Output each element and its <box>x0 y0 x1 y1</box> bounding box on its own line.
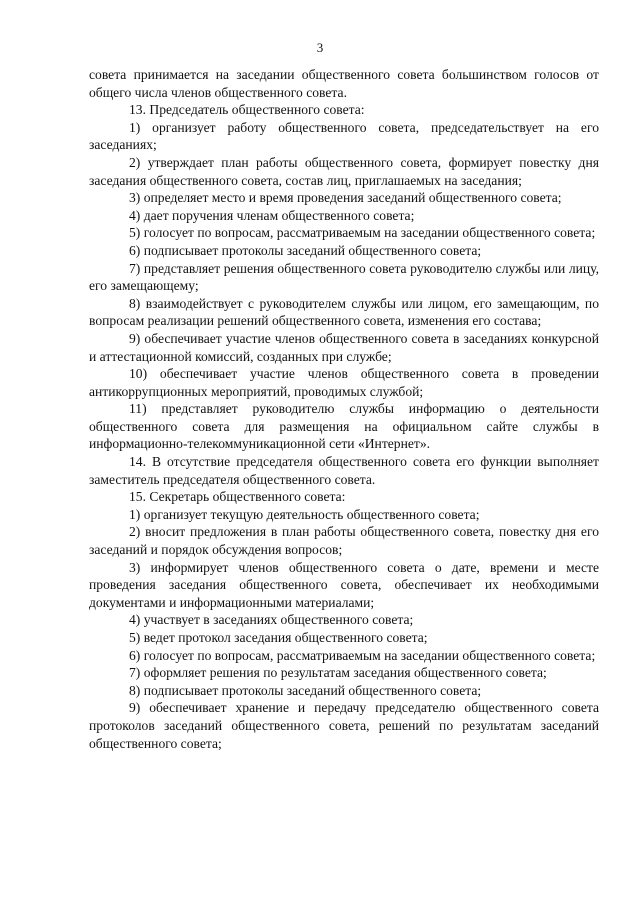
paragraph-continuation: совета принимается на заседании общественного совета большинством голосов от общего числа членов общественного совета. <box>89 67 599 100</box>
chair-duty-11: 11) представляет руководителю службы информацию о деятельности общественного совета для размещения на официальном сайте службы в информационно-телекоммуникационной сети «Интернет». <box>89 401 599 452</box>
chair-duty-3: 3) определяет место и время проведения заседаний общественного совета; <box>129 190 562 206</box>
section-13-heading: 13. Председатель общественного совета: <box>129 102 365 118</box>
secretary-duty-7: 7) оформляет решения по результатам заседания общественного совета; <box>129 665 547 681</box>
secretary-duty-1: 1) организует текущую деятельность общественного совета; <box>129 506 480 522</box>
chair-duty-8: 8) взаимодействует с руководителем службы или лицом, его замещающим, по вопросам реализации решений общественного совета, изменения его состава; <box>89 295 599 329</box>
chair-duty-9: 9) обеспечивает участие членов общественного совета в заседаниях конкурсной и аттестационной комиссий, созданных при службе; <box>89 330 599 364</box>
chair-duty-5: 5) голосует по вопросам, рассматриваемым на заседании общественного совета; <box>129 225 596 241</box>
secretary-duty-9: 9) обеспечивает хранение и передачу председателю общественного совета протоколов заседаний общественного совета, решений по результатам заседаний общественного совета; <box>89 700 599 751</box>
section-14: 14. В отсутствие председателя общественного совета его функции выполняет заместитель председателя общественного совета. <box>89 454 599 487</box>
chair-duty-1: 1) организует работу общественного совета, председательствует на его заседаниях; <box>89 119 599 153</box>
secretary-duty-8: 8) подписывает протоколы заседаний общественного совета; <box>129 682 482 698</box>
chair-duty-7: 7) представляет решения общественного совета руководителю службы или лицу, его замещающему; <box>89 260 599 294</box>
secretary-duty-4: 4) участвует в заседаниях общественного совета; <box>129 612 414 628</box>
secretary-duty-3: 3) информирует членов общественного совета о дате, времени и месте проведения заседания общественного совета, обеспечивает их необходимыми документами и информационными материалами; <box>89 559 599 610</box>
chair-duty-2: 2) утверждает план работы общественного совета, формирует повестку дня заседания общественного совета, состав лиц, приглашаемых на заседания; <box>89 154 599 188</box>
chair-duty-6: 6) подписывает протоколы заседаний общественного совета; <box>129 242 482 258</box>
secretary-duty-6: 6) голосует по вопросам, рассматриваемым на заседании общественного совета; <box>129 647 596 663</box>
page-number: 3 <box>316 40 324 55</box>
secretary-duty-5: 5) ведет протокол заседания общественного совета; <box>129 630 428 645</box>
secretary-duty-2: 2) вносит предложения в план работы общественного совета, повестку дня его заседаний и порядок обсуждения вопросов; <box>89 524 599 558</box>
chair-duty-4: 4) дает поручения членам общественного совета; <box>129 207 415 223</box>
section-15-heading: 15. Секретарь общественного совета: <box>129 489 346 505</box>
document-body <box>89 66 599 752</box>
chair-duty-10: 10) обеспечивает участие членов общественного совета в проведении антикоррупционных мероприятий, проводимых службой; <box>89 366 599 399</box>
